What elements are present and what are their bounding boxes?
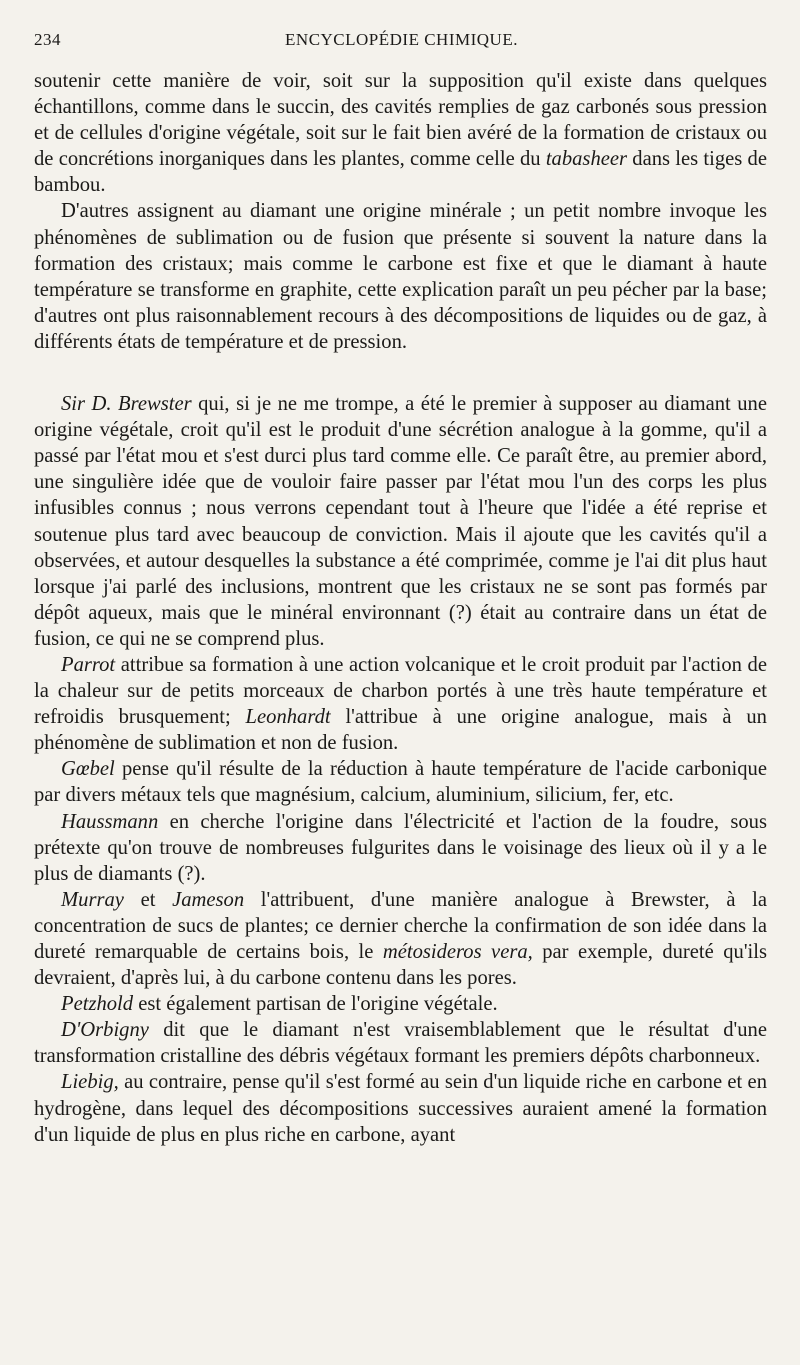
paragraph-1 [34, 68, 767, 198]
paragraph-1-text: soutenir cette manière de voir, soit sur la supposition qu'il existe dans quelques échantillons, comme dans le succin, des cavités remplies de gaz carbonés sous pression et de cellules d'origine végétale, soit sur le fait bien avéré de la formation de cristaux ou de concrétions inorganiques dans les plantes, comme celle du [34, 70, 767, 171]
author-leonhardt: Leonhardt [245, 706, 331, 729]
author-jameson: Jameson [172, 888, 245, 911]
author-murray: Murray [61, 888, 124, 911]
paragraph-6-text: en cherche l'origine dans l'électricité et l'action de la foudre, sous prétexte qu'on trouve de nombreuses fulgurites dans le voisinage des lieux où il y a le plus de diamants (?). [34, 810, 767, 885]
paragraph-7-end: par exemple, dureté qu'ils devraient, d'après lui, à du carbone contenu dans les pores. [34, 941, 767, 990]
page-number: 234 [34, 30, 61, 49]
paragraph-2-text: D'autres assignent au diamant une origine minérale ; un petit nombre invoque les phénomènes de sublimation ou de fusion que présente si souvent la nature dans la formation des cristaux; mais comme le carbone est fixe et que le diamant à haute température se transforme en graphite, cette explication paraît un peu pécher par la base; d'autres ont plus raisonnablement recours à des décompositions de liquides ou de gaz, à différents états de température et de pression. [34, 200, 767, 353]
author-petzhold: Petzhold [61, 993, 134, 1016]
paragraph-4-text: attribue sa formation à une action volcanique et le croit produit par l'action de la chaleur sur de petits morceaux de charbon portés à une très haute température et refroidis brusquement; [34, 653, 767, 729]
author-parrot: Parrot [61, 653, 116, 676]
paragraph-2 [34, 198, 767, 355]
author-goebel: Gœbel [61, 758, 115, 781]
paragraph-5-text: pense qu'il résulte de la réduction à haute température de l'acide carbonique par divers métaux tels que magnésium, calcium, aluminium, silicium, fer, etc. [34, 758, 767, 807]
paragraph-6 [34, 809, 767, 887]
author-liebig: Liebig, [61, 1071, 119, 1094]
author-dorbigny: D'Orbigny [61, 1019, 149, 1042]
paragraph-8 [34, 991, 767, 1017]
running-head: ENCYCLOPÉDIE CHIMIQUE. [285, 30, 518, 49]
paragraph-10 [34, 1069, 767, 1147]
paragraph-9-text: dit que le diamant n'est vraisemblablement que le résultat d'une transformation cristalline des débris végétaux formant les premiers dépôts charbonneux. [34, 1019, 767, 1068]
paragraph-5 [34, 756, 767, 808]
paragraph-gap [34, 355, 767, 391]
paragraph-9 [34, 1017, 767, 1069]
paragraph-10-text: au contraire, pense qu'il s'est formé au sein d'un liquide riche en carbone et en hydrogène, dans lequel des décompositions successives auraient amené la formation d'un liquide de plus en plus riche en carbone, ayant [34, 1071, 767, 1146]
paragraph-1-end: dans les tiges de bambou. [34, 148, 767, 197]
paragraph-7-mid: et [123, 888, 173, 911]
body-text [34, 68, 767, 1148]
paragraph-3-text: qui, si je ne me trompe, a été le premier à supposer au diamant une origine végétale, croit qu'il est le produit d'une sécrétion analogue à la gomme, qu'il a passé par l'état mou et s'est durci plus tard comme elle. Ce paraît être, au premier abord, une singulière idée que de vouloir faire passer par l'état mou l'un des corps les plus infusibles connus ; nous verrons cependant tout à l'heure que l'idée a été reprise et soutenue plus tard avec beaucoup de conviction. Mais il ajoute que les cavités qu'il a observées, et autour desquelles la substance a été comprimée, comme je l'ai dit plus haut lorsque j'ai parlé des inclusions, montrent que les cristaux ne se sont pas formés par dépôt aqueux, mais que le minéral environnant (?) était au contraire dans un état de fusion, ce qui ne se comprend plus. [34, 393, 767, 650]
author-brewster: Sir D. Brewster [61, 393, 192, 416]
paragraph-7-text: l'attribuent, d'une manière analogue à Brewster, à la concentration de sucs de plantes; ce dernier cherche la confirmation de son idée dans la dureté remarquable de certains bois, le [34, 888, 767, 963]
paragraph-7 [34, 887, 767, 991]
author-haussmann: Haussmann [61, 810, 159, 833]
term-tabasheer: tabasheer [545, 148, 628, 171]
paragraph-3 [34, 391, 767, 652]
paragraph-8-text: est également partisan de l'origine végétale. [133, 993, 498, 1016]
paragraph-4 [34, 652, 767, 756]
paragraph-4-end: l'attribue à une origine analogue, mais à un phénomène de sublimation et non de fusion. [34, 706, 767, 755]
page-header [34, 30, 769, 56]
term-metosideros: métosideros vera, [382, 941, 533, 963]
